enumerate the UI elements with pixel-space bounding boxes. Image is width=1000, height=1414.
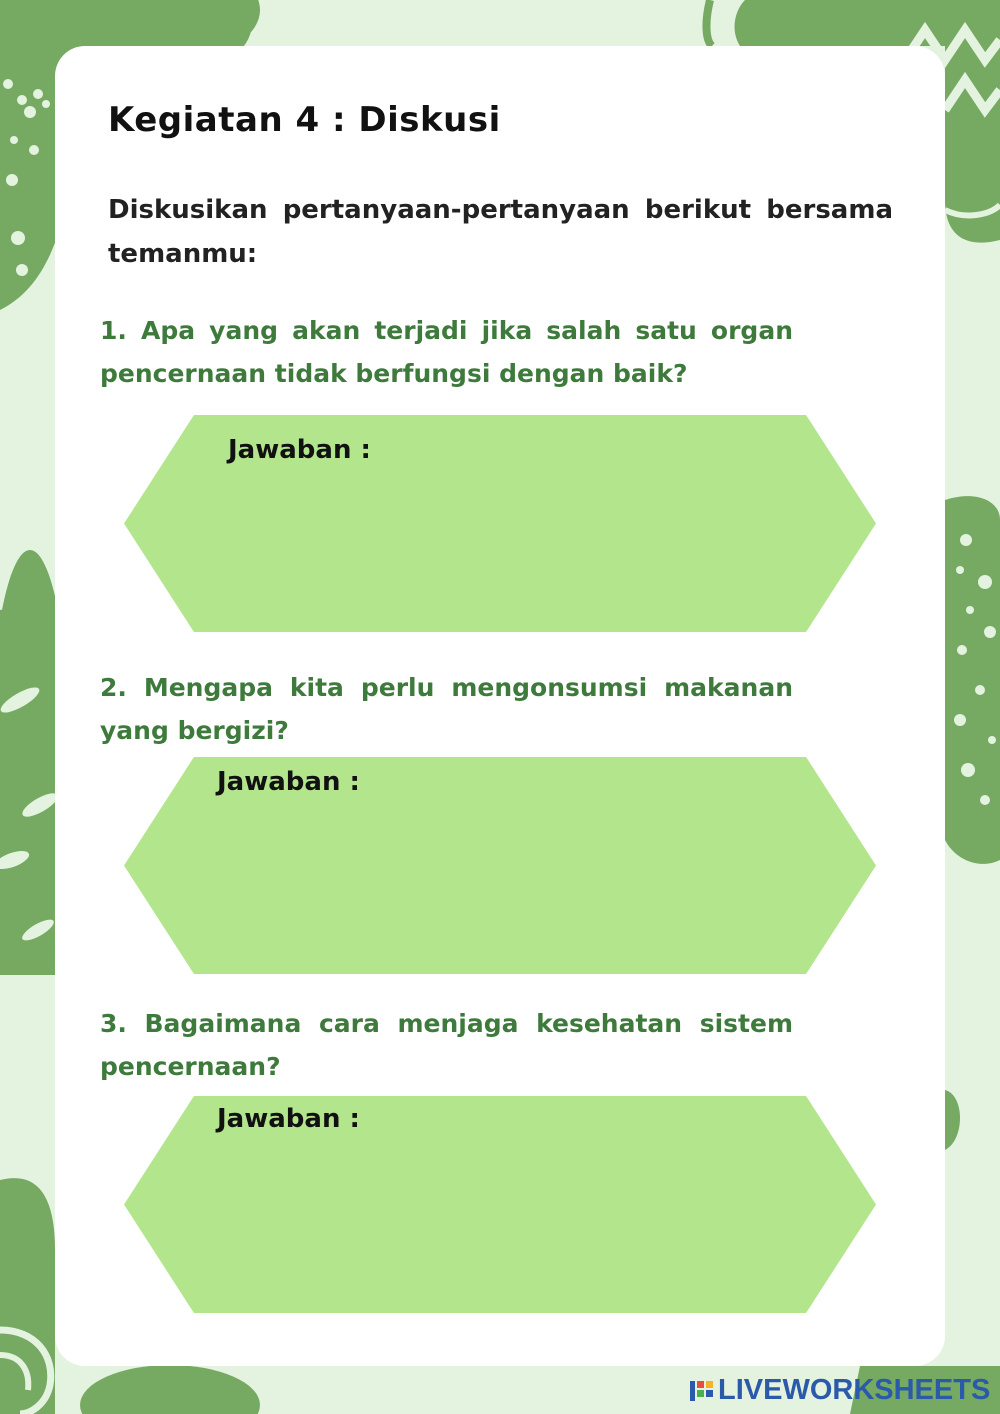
- answer-label-1: Jawaban :: [228, 435, 371, 465]
- question-3: 3. Bagaimana cara menjaga kesehatan sistem pencernaan?: [100, 1009, 793, 1081]
- worksheet-title: Kegiatan 4 : Diskusi: [108, 100, 501, 140]
- answer-label-3: Jawaban :: [217, 1104, 360, 1134]
- liveworksheets-logo-icon: [690, 1377, 714, 1403]
- question-2: 2. Mengapa kita perlu mengonsumsi makanan yang bergizi?: [100, 673, 793, 745]
- question-1: 1. Apa yang akan terjadi jika salah satu organ pencernaan tidak berfungsi dengan baik?: [100, 316, 793, 388]
- brand-name: LIVEWORKSHEETS: [718, 1373, 991, 1406]
- answer-label-2: Jawaban :: [217, 767, 360, 797]
- instruction-text: Diskusikan pertanyaan-pertanyaan berikut bersama temanmu:: [108, 195, 893, 269]
- liveworksheets-brand[interactable]: [690, 1372, 990, 1408]
